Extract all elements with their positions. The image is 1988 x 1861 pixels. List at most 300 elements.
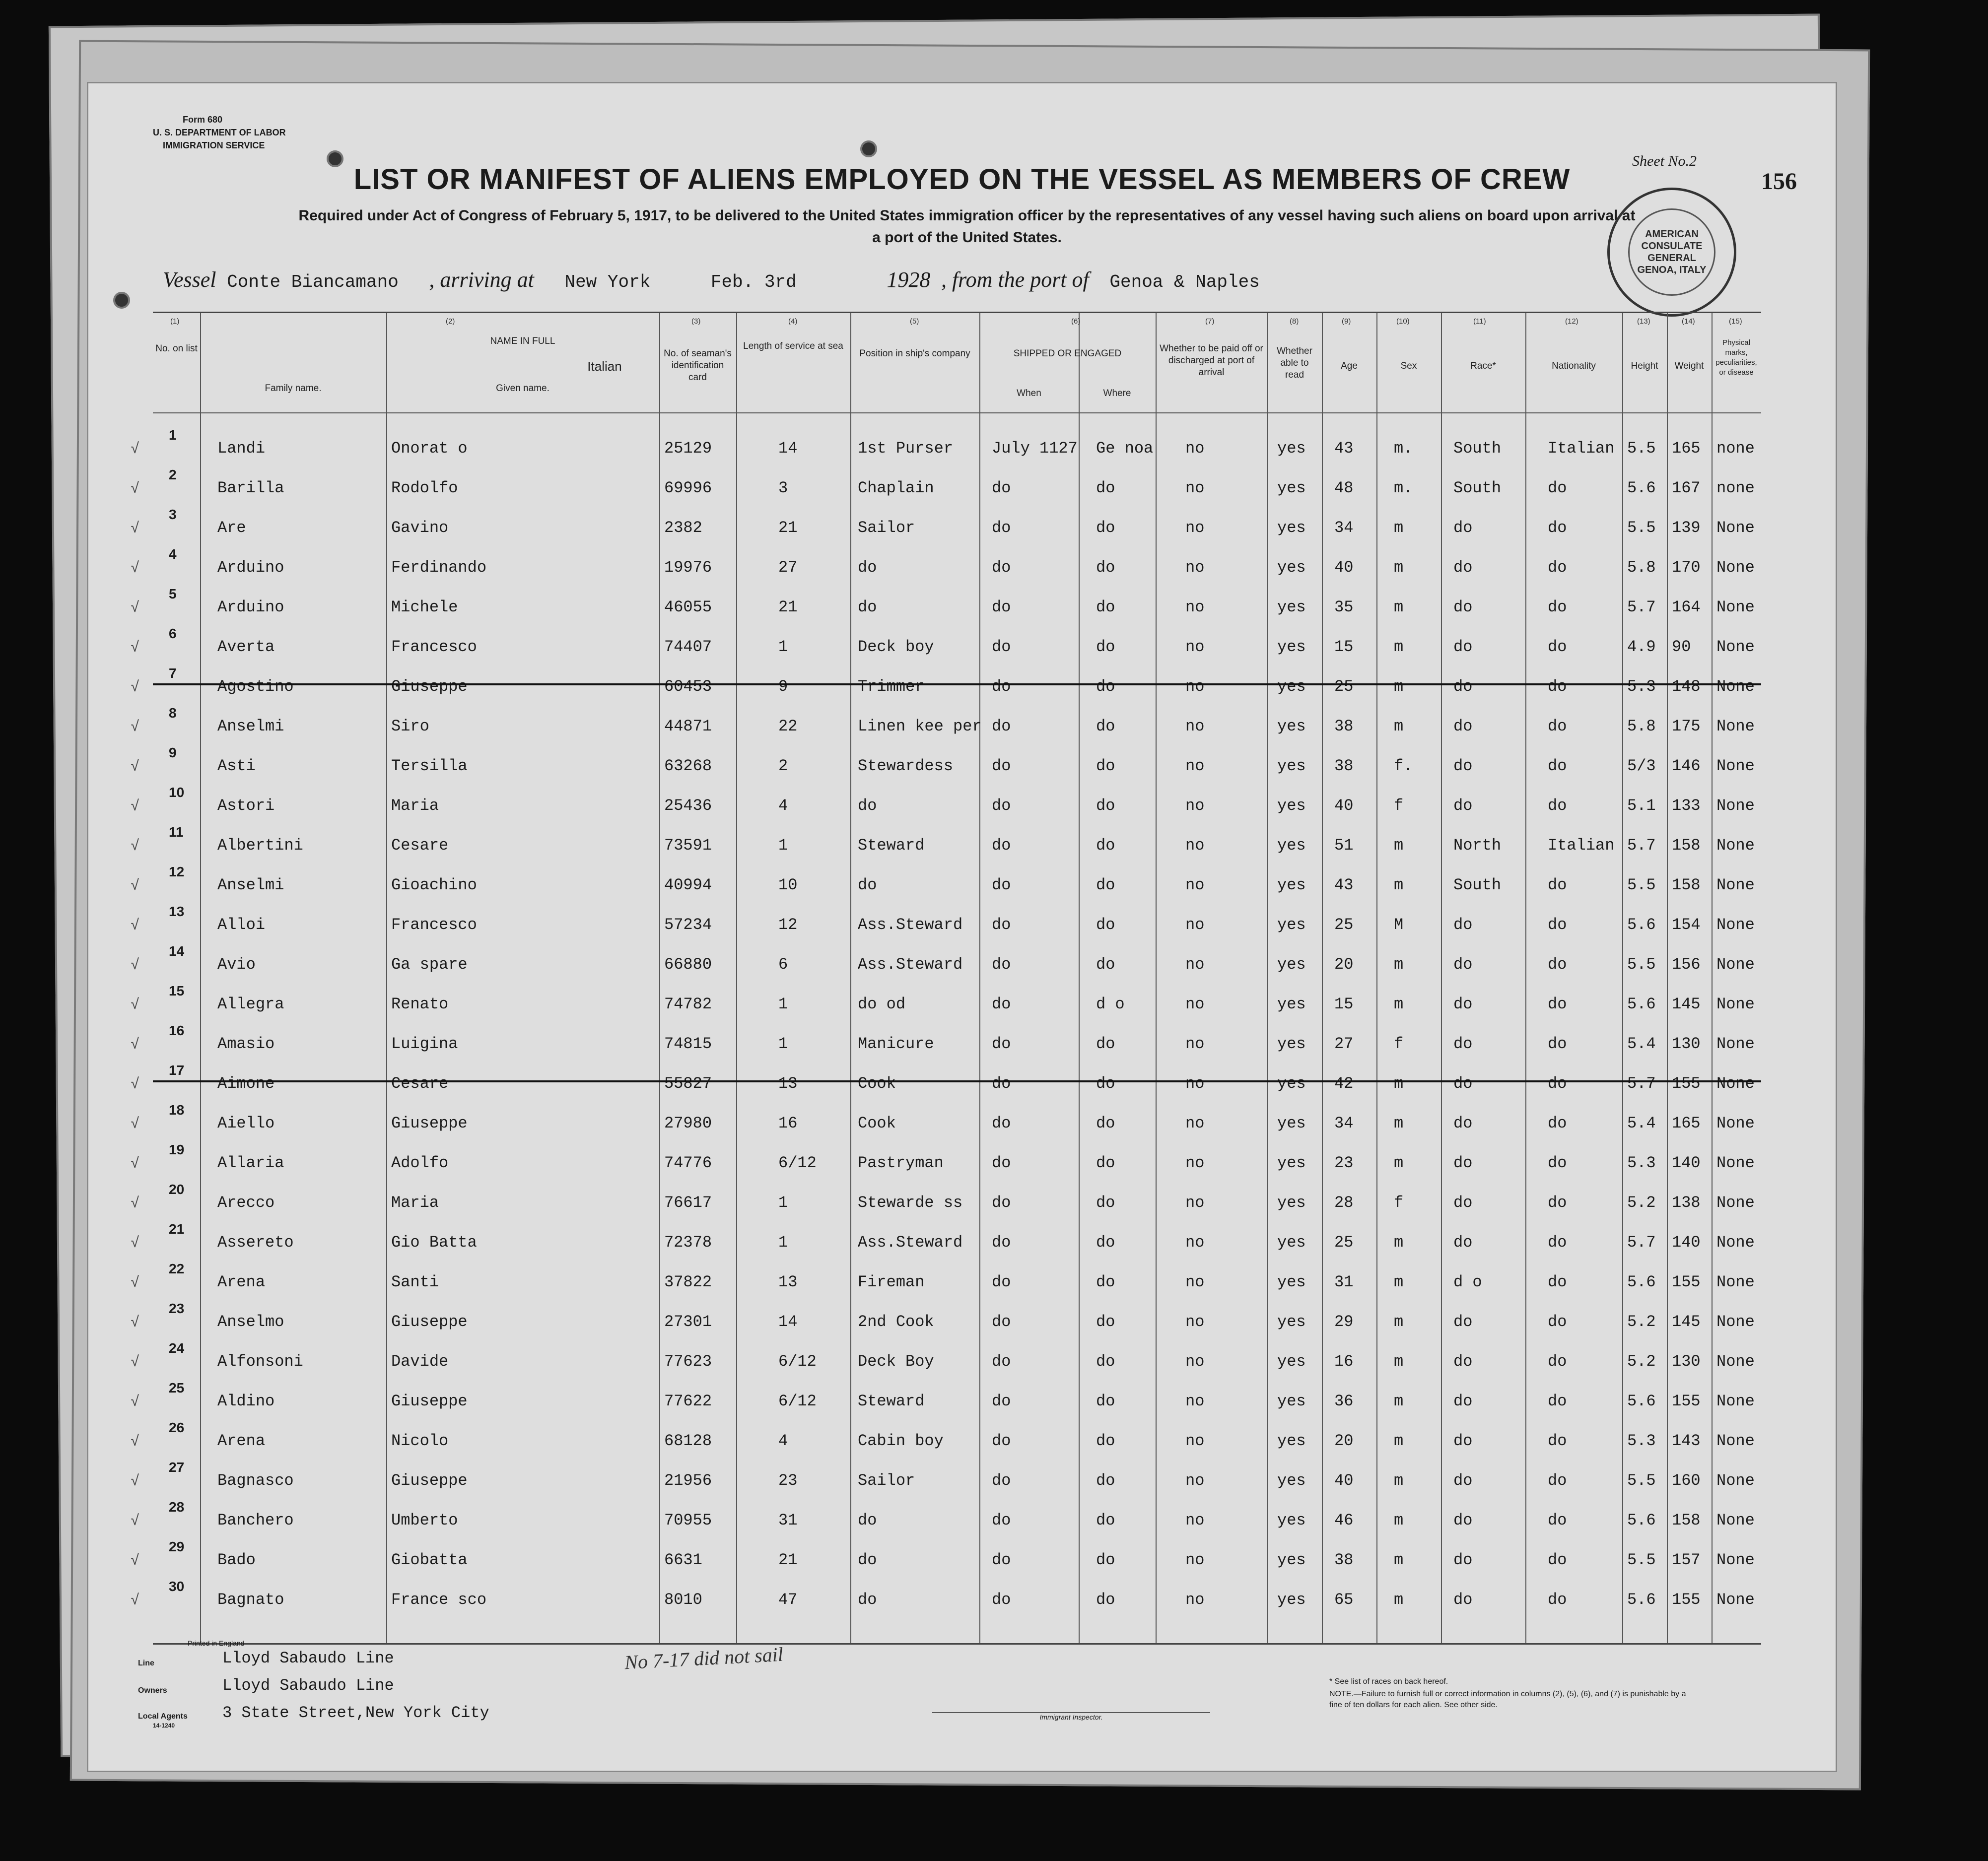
cell-marks: None (1716, 876, 1755, 894)
cell-sex: m (1394, 1551, 1404, 1569)
cell-card: 55827 (664, 1074, 712, 1093)
cell-where: do (1096, 638, 1115, 656)
table-row (131, 1414, 1761, 1454)
cell-where: do (1096, 519, 1115, 537)
header-no: No. on list (155, 343, 198, 354)
cell-family: Aimone (217, 1074, 275, 1093)
cell-height: 5.3 (1627, 1432, 1656, 1450)
header-name: NAME IN FULL (490, 336, 555, 346)
table-row (131, 977, 1761, 1017)
cell-given: Nicolo (391, 1432, 449, 1450)
cell-nat: do (1548, 1154, 1567, 1172)
cell-service: 1 (778, 1035, 788, 1053)
table-row (131, 421, 1761, 461)
cell-when: do (992, 1511, 1011, 1529)
col-num: (3) (691, 317, 701, 326)
cell-paid: no (1185, 677, 1205, 696)
cell-race: do (1453, 677, 1473, 696)
cell-no: 18 (169, 1102, 185, 1118)
cell-no: 27 (169, 1460, 185, 1475)
cell-age: 65 (1334, 1591, 1354, 1609)
cell-height: 5.2 (1627, 1352, 1656, 1371)
cell-where: do (1096, 677, 1115, 696)
cell-service: 16 (778, 1114, 798, 1132)
cell-read: yes (1277, 1114, 1306, 1132)
cell-height: 5.3 (1627, 677, 1656, 696)
cell-when: do (992, 1114, 1011, 1132)
cell-position: Steward (858, 1392, 925, 1410)
cell-where: do (1096, 1074, 1115, 1093)
cell-read: yes (1277, 439, 1306, 458)
table-row (131, 818, 1761, 858)
cell-where: Ge noa (1096, 439, 1154, 458)
cell-service: 12 (778, 916, 798, 934)
table-row (131, 1533, 1761, 1573)
cell-read: yes (1277, 1392, 1306, 1410)
table-row (131, 1454, 1761, 1493)
cell-age: 38 (1334, 757, 1354, 775)
cell-nat: do (1548, 1352, 1567, 1371)
cell-position: Sailor (858, 519, 915, 537)
checkmark-icon: √ (131, 1394, 140, 1411)
cell-when: do (992, 757, 1011, 775)
cell-sex: m (1394, 955, 1404, 974)
cell-read: yes (1277, 1035, 1306, 1053)
header-nationality: Nationality (1552, 361, 1596, 371)
page-subtitle: Required under Act of Congress of February 5, 1917, to be delivered to the United States immigration officer by the representatives of any vessel having such aliens on board upon arrival at a port of the United States. (298, 207, 1636, 246)
cell-marks: None (1716, 1591, 1755, 1609)
cell-when: do (992, 638, 1011, 656)
cell-sex: m (1394, 1471, 1404, 1490)
cell-nat: do (1548, 1551, 1567, 1569)
page-number: 156 (1761, 168, 1797, 195)
cell-weight: 155 (1672, 1392, 1701, 1410)
cell-given: Giuseppe (391, 1392, 468, 1410)
cell-race: do (1453, 558, 1473, 577)
cell-card: 69996 (664, 479, 712, 497)
table-row (131, 858, 1761, 898)
cell-read: yes (1277, 677, 1306, 696)
cell-position: do (858, 1591, 877, 1609)
cell-position: do (858, 598, 877, 616)
cell-where: do (1096, 916, 1115, 934)
cell-card: 21956 (664, 1471, 712, 1490)
cell-card: 25436 (664, 797, 712, 815)
cell-age: 34 (1334, 519, 1354, 537)
cell-race: South (1453, 876, 1502, 894)
header-paid-off: Whether to be paid off or discharged at port of arrival (1160, 343, 1263, 378)
cell-age: 40 (1334, 797, 1354, 815)
cell-card: 27301 (664, 1313, 712, 1331)
cell-race: do (1453, 1194, 1473, 1212)
cell-when: do (992, 876, 1011, 894)
cell-given: Onorat o (391, 439, 468, 458)
table-row (131, 620, 1761, 660)
cell-race: do (1453, 757, 1473, 775)
cell-weight: 158 (1672, 876, 1701, 894)
cell-card: 77623 (664, 1352, 712, 1371)
cell-family: Allegra (217, 995, 284, 1013)
consulate-seal (1607, 188, 1736, 317)
cell-race: do (1453, 1074, 1473, 1093)
line-value: Lloyd Sabaudo Line (222, 1649, 394, 1667)
cell-marks: None (1716, 1511, 1755, 1529)
cell-given: Gioachino (391, 876, 477, 894)
header-given: Given name. (496, 383, 549, 394)
cell-service: 13 (778, 1273, 798, 1291)
cell-no: 1 (169, 427, 177, 443)
cell-sex: m (1394, 1511, 1404, 1529)
cell-height: 5.6 (1627, 1273, 1656, 1291)
cell-when: do (992, 1273, 1011, 1291)
col-num: (5) (910, 317, 919, 326)
cell-family: Aldino (217, 1392, 275, 1410)
cell-age: 38 (1334, 1551, 1354, 1569)
cell-service: 1 (778, 1233, 788, 1252)
col-num: (11) (1473, 317, 1486, 326)
cell-paid: no (1185, 519, 1205, 537)
checkmark-icon: √ (131, 1513, 140, 1530)
cell-card: 8010 (664, 1591, 702, 1609)
cell-sex: f. (1394, 757, 1413, 775)
col-num: (15) (1729, 317, 1742, 326)
punch-hole (113, 292, 130, 309)
cell-marks: none (1716, 479, 1755, 497)
cell-service: 6/12 (778, 1352, 817, 1371)
cell-weight: 170 (1672, 558, 1701, 577)
cell-sex: m (1394, 677, 1404, 696)
cell-card: 19976 (664, 558, 712, 577)
cell-no: 13 (169, 904, 185, 919)
cell-paid: no (1185, 717, 1205, 735)
owners-label: Owners (138, 1686, 167, 1695)
cell-card: 63268 (664, 757, 712, 775)
cell-read: yes (1277, 638, 1306, 656)
cell-sex: m (1394, 1074, 1404, 1093)
cell-nat: Italian (1548, 439, 1615, 458)
checkmark-icon: √ (131, 600, 140, 617)
cell-given: Ga spare (391, 955, 468, 974)
cell-family: Arecco (217, 1194, 275, 1212)
cell-marks: None (1716, 916, 1755, 934)
cell-service: 6/12 (778, 1154, 817, 1172)
cell-weight: 156 (1672, 955, 1701, 974)
cell-card: 68128 (664, 1432, 712, 1450)
cell-when: do (992, 1352, 1011, 1371)
checkmark-icon: √ (131, 918, 140, 934)
cell-height: 5.6 (1627, 1511, 1656, 1529)
cell-no: 29 (169, 1539, 185, 1554)
vessel-name: Conte Biancamano (227, 272, 399, 292)
cell-weight: 164 (1672, 598, 1701, 616)
cell-where: do (1096, 1154, 1115, 1172)
cell-where: do (1096, 1551, 1115, 1569)
cell-race: do (1453, 995, 1473, 1013)
col-num: (4) (788, 317, 798, 326)
cell-given: Maria (391, 797, 439, 815)
cell-read: yes (1277, 1591, 1306, 1609)
cell-service: 22 (778, 717, 798, 735)
cell-nat: do (1548, 1114, 1567, 1132)
cell-position: do (858, 1511, 877, 1529)
cell-height: 5.3 (1627, 1154, 1656, 1172)
cell-read: yes (1277, 519, 1306, 537)
table-row (131, 1493, 1761, 1533)
cell-family: Bagnasco (217, 1471, 294, 1490)
cell-age: 36 (1334, 1392, 1354, 1410)
cell-height: 5.6 (1627, 995, 1656, 1013)
cell-marks: None (1716, 1194, 1755, 1212)
cell-where: do (1096, 1352, 1115, 1371)
cell-marks: None (1716, 1074, 1755, 1093)
cell-weight: 155 (1672, 1074, 1701, 1093)
cell-race: do (1453, 638, 1473, 656)
cell-family: Anselmi (217, 717, 284, 735)
cell-paid: no (1185, 1432, 1205, 1450)
cell-card: 60453 (664, 677, 712, 696)
cell-service: 3 (778, 479, 788, 497)
cell-height: 5.2 (1627, 1313, 1656, 1331)
cell-family: Bagnato (217, 1591, 284, 1609)
cell-marks: none (1716, 439, 1755, 458)
cell-no: 7 (169, 665, 177, 681)
crew-table (131, 312, 1761, 1645)
cell-height: 5.7 (1627, 836, 1656, 855)
table-row (131, 540, 1761, 580)
cell-read: yes (1277, 1154, 1306, 1172)
cell-given: Gio Batta (391, 1233, 477, 1252)
cell-when: do (992, 558, 1011, 577)
cell-marks: None (1716, 757, 1755, 775)
cell-no: 25 (169, 1380, 185, 1396)
cell-height: 5.5 (1627, 876, 1656, 894)
cell-sex: m (1394, 1154, 1404, 1172)
col-num: (8) (1290, 317, 1299, 326)
table-row (131, 580, 1761, 620)
cell-where: do (1096, 955, 1115, 974)
table-row (131, 501, 1761, 540)
cell-when: do (992, 1471, 1011, 1490)
cell-read: yes (1277, 1074, 1306, 1093)
cell-where: do (1096, 1035, 1115, 1053)
cell-nat: do (1548, 638, 1567, 656)
cell-position: Sailor (858, 1471, 915, 1490)
cell-given: Gavino (391, 519, 449, 537)
header-marks: Physical marks, peculiarities, or disease (1715, 338, 1757, 377)
cell-height: 5.5 (1627, 439, 1656, 458)
table-row (131, 1176, 1761, 1215)
cell-no: 24 (169, 1340, 185, 1356)
cell-position: Linen kee per (858, 717, 982, 735)
cell-family: Arduino (217, 558, 284, 577)
cell-family: Bado (217, 1551, 256, 1569)
cell-weight: 165 (1672, 1114, 1701, 1132)
cell-age: 29 (1334, 1313, 1354, 1331)
cell-race: do (1453, 1352, 1473, 1371)
cell-nat: do (1548, 677, 1567, 696)
cell-family: Arduino (217, 598, 284, 616)
cell-card: 72378 (664, 1233, 712, 1252)
cell-weight: 155 (1672, 1273, 1701, 1291)
cell-given: Rodolfo (391, 479, 458, 497)
cell-no: 2 (169, 467, 177, 482)
cell-service: 14 (778, 1313, 798, 1331)
cell-where: do (1096, 1194, 1115, 1212)
cell-where: d o (1096, 995, 1125, 1013)
cell-nat: do (1548, 916, 1567, 934)
cell-paid: no (1185, 638, 1205, 656)
cell-sex: m (1394, 1273, 1404, 1291)
checkmark-icon: √ (131, 1593, 140, 1609)
cell-position: do (858, 876, 877, 894)
cell-age: 28 (1334, 1194, 1354, 1212)
cell-card: 77622 (664, 1392, 712, 1410)
checkmark-icon: √ (131, 1235, 140, 1252)
cell-given: Giuseppe (391, 1313, 468, 1331)
cell-position: Chaplain (858, 479, 934, 497)
cell-weight: 130 (1672, 1352, 1701, 1371)
cell-when: do (992, 797, 1011, 815)
cell-no: 8 (169, 705, 177, 721)
cell-weight: 160 (1672, 1471, 1701, 1490)
cell-race: d o (1453, 1273, 1482, 1291)
cell-paid: no (1185, 1392, 1205, 1410)
cell-card: 74782 (664, 995, 712, 1013)
cell-family: Arena (217, 1273, 266, 1291)
cell-when: do (992, 1074, 1011, 1093)
table-row (131, 1295, 1761, 1334)
cell-weight: 167 (1672, 479, 1701, 497)
cell-position: Ass.Steward (858, 1233, 963, 1252)
cell-read: yes (1277, 876, 1306, 894)
cell-marks: None (1716, 1352, 1755, 1371)
strike-line (153, 1080, 1761, 1082)
cell-nat: do (1548, 1194, 1567, 1212)
cell-service: 1 (778, 1194, 788, 1212)
cell-service: 6 (778, 955, 788, 974)
cell-nat: do (1548, 1074, 1567, 1093)
cell-paid: no (1185, 1114, 1205, 1132)
cell-paid: no (1185, 1074, 1205, 1093)
cell-nat: do (1548, 1432, 1567, 1450)
cell-no: 4 (169, 546, 177, 562)
cell-family: Barilla (217, 479, 284, 497)
checkmark-icon: √ (131, 997, 140, 1014)
cell-card: 6631 (664, 1551, 702, 1569)
department: U. S. DEPARTMENT OF LABOR (153, 128, 286, 137)
cell-where: do (1096, 1511, 1115, 1529)
cell-nat: do (1548, 1392, 1567, 1410)
cell-height: 5/3 (1627, 757, 1656, 775)
cell-no: 30 (169, 1579, 185, 1594)
cell-service: 23 (778, 1471, 798, 1490)
checkmark-icon: √ (131, 838, 140, 855)
cell-age: 43 (1334, 439, 1354, 458)
cell-when: do (992, 955, 1011, 974)
cell-position: Cabin boy (858, 1432, 944, 1450)
cell-card: 44871 (664, 717, 712, 735)
cell-service: 13 (778, 1074, 798, 1093)
cell-family: Banchero (217, 1511, 294, 1529)
cell-paid: no (1185, 1194, 1205, 1212)
table-row (131, 739, 1761, 779)
cell-nat: do (1548, 1035, 1567, 1053)
cell-where: do (1096, 876, 1115, 894)
arrival-year: 1928 (887, 267, 931, 292)
cell-marks: None (1716, 1313, 1755, 1331)
cell-weight: 154 (1672, 916, 1701, 934)
cell-race: South (1453, 479, 1502, 497)
cell-where: do (1096, 1313, 1115, 1331)
cell-nat: do (1548, 1313, 1567, 1331)
cell-weight: 145 (1672, 1313, 1701, 1331)
cell-given: Siro (391, 717, 429, 735)
checkmark-icon: √ (131, 878, 140, 895)
cell-race: do (1453, 797, 1473, 815)
cell-height: 5.6 (1627, 1392, 1656, 1410)
cell-read: yes (1277, 916, 1306, 934)
cell-height: 5.5 (1627, 955, 1656, 974)
cell-weight: 90 (1672, 638, 1691, 656)
cell-when: do (992, 1591, 1011, 1609)
cell-given: Davide (391, 1352, 449, 1371)
cell-position: Ass.Steward (858, 916, 963, 934)
cell-where: do (1096, 1392, 1115, 1410)
cell-sex: m (1394, 717, 1404, 735)
cell-weight: 155 (1672, 1591, 1701, 1609)
cell-family: Alfonsoni (217, 1352, 303, 1371)
cell-position: Cook (858, 1074, 896, 1093)
cell-height: 5.6 (1627, 1591, 1656, 1609)
cell-given: Giuseppe (391, 1114, 468, 1132)
cell-weight: 175 (1672, 717, 1701, 735)
cell-paid: no (1185, 479, 1205, 497)
cell-no: 28 (169, 1499, 185, 1515)
cell-position: do od (858, 995, 906, 1013)
cell-card: 74407 (664, 638, 712, 656)
cell-nat: do (1548, 717, 1567, 735)
cell-where: do (1096, 1471, 1115, 1490)
cell-service: 21 (778, 1551, 798, 1569)
page-title: LIST OR MANIFEST OF ALIENS EMPLOYED ON THE VESSEL AS MEMBERS OF CREW (353, 163, 1571, 196)
cell-read: yes (1277, 757, 1306, 775)
table-row (131, 1096, 1761, 1136)
checkmark-icon: √ (131, 1354, 140, 1371)
checkmark-icon: √ (131, 640, 140, 657)
header-sex: Sex (1400, 361, 1417, 371)
header-card: No. of seaman's identification card (664, 348, 732, 383)
cell-paid: no (1185, 1154, 1205, 1172)
cell-marks: None (1716, 1471, 1755, 1490)
cell-age: 25 (1334, 677, 1354, 696)
cell-race: do (1453, 519, 1473, 537)
checkmark-icon: √ (131, 957, 140, 974)
cell-no: 3 (169, 507, 177, 522)
checkmark-icon: √ (131, 1315, 140, 1331)
cell-sex: m (1394, 1313, 1404, 1331)
cell-marks: None (1716, 1233, 1755, 1252)
col-num: (1) (170, 317, 180, 326)
cell-marks: None (1716, 677, 1755, 696)
cell-weight: 157 (1672, 1551, 1701, 1569)
arrival-date: Feb. 3rd (710, 272, 797, 292)
cell-race: do (1453, 598, 1473, 616)
cell-age: 25 (1334, 1233, 1354, 1252)
cell-where: do (1096, 1591, 1115, 1609)
cell-sex: m (1394, 836, 1404, 855)
table-row (131, 898, 1761, 937)
cell-marks: None (1716, 598, 1755, 616)
